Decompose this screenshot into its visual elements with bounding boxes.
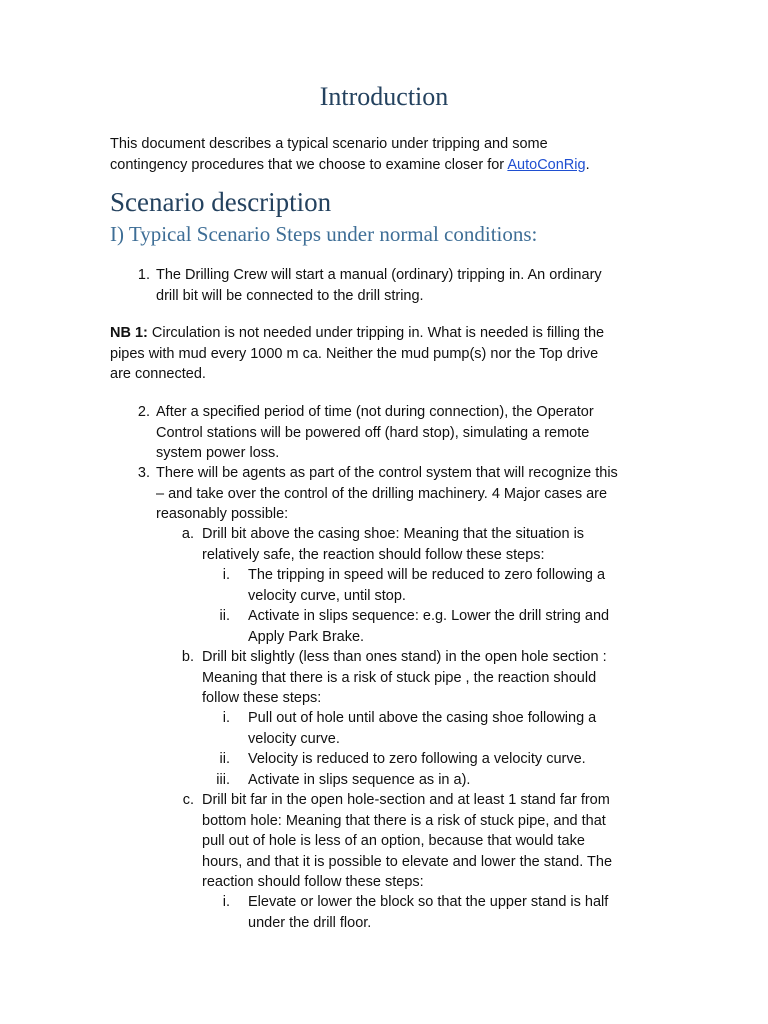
case-b-step-iii-number: iii. [216,772,230,788]
step-2-line: After a specified period of time (not during connection), the Operator [156,404,594,420]
case-b-line: Drill bit slightly (less than ones stand) in the open hole section : [202,649,607,665]
intro-line-2: contingency procedures that we choose to examine closer for [110,156,508,173]
intro-line-2-end: . [585,156,590,173]
nb1-line-2: pipes with mud every 1000 m ca. Neither the mud pump(s) nor the Top drive [110,345,599,362]
intro-paragraph [110,134,670,175]
case-b-step-i-number: i. [222,710,230,726]
step-1-number: 1. [137,267,150,283]
step-1-text [156,265,676,306]
case-a-line: Drill bit above the casing shoe: Meaning that the situation is [202,526,585,542]
case-b-step-iii-text [248,770,678,791]
nb1-line-1: Circulation is not needed under tripping in. What is needed is filling the [147,325,605,341]
case-c-line: bottom hole: Meaning that there is a risk of stuck pipe, and that [202,812,606,829]
case-c-step-i-line: under the drill floor. [248,914,372,931]
case-a-step-i-text [248,565,678,606]
nb1-line-3: are connected. [110,366,206,382]
case-b-step-i-line: velocity curve. [248,730,340,747]
case-a-step-i-line: velocity curve, until stop. [248,587,406,604]
step-2-number: 2. [137,404,150,420]
case-c-line: pull out of hole is less of an option, because that would take [202,833,585,849]
case-a-step-i-line: The tripping in speed will be reduced to zero following a [248,567,606,583]
case-c-step-i-line: Elevate or lower the block so that the upper stand is half [248,894,609,910]
case-c-text [202,790,672,893]
case-c-line: Drill bit far in the open hole-section and at least 1 stand far from [202,792,610,808]
intro-line-1: This document describes a typical scenario under tripping and some [110,136,548,152]
step-3-line: There will be agents as part of the control system that will recognize this [156,465,618,481]
case-b-step-iii-line: Activate in slips sequence as in a). [248,772,471,788]
case-b-text [202,647,672,709]
case-a-step-ii-text [248,606,678,647]
step-1-line: The Drilling Crew will start a manual (ordinary) tripping in. An ordinary [156,267,602,283]
step-3-line: – and take over the control of the drilling machinery. 4 Major cases are [156,485,608,502]
case-b-step-i-text [248,708,678,749]
case-c-letter: c. [182,792,194,808]
subsection-heading: I) Typical Scenario Steps under normal conditions: [110,222,538,246]
case-a-line: relatively safe, the reaction should follow these steps: [202,546,545,563]
case-b-letter: b. [181,649,194,665]
step-2-line: system power loss. [156,445,280,461]
nb1-label: NB 1: [110,325,148,341]
case-b-line: follow these steps: [202,690,322,706]
step-3-number: 3. [137,465,150,481]
step-2-text [156,402,676,464]
section-heading: Scenario description [110,187,332,217]
nb1-paragraph [110,323,670,385]
case-b-step-ii-line: Velocity is reduced to zero following a velocity curve. [248,751,586,767]
step-2-line: Control stations will be powered off (hard stop), simulating a remote [156,424,590,441]
case-a-step-ii-line: Activate in slips sequence: e.g. Lower the drill string and [248,608,610,624]
step-1-line: drill bit will be connected to the drill string. [156,287,424,304]
case-c-step-i-number: i. [222,894,230,910]
case-b-step-ii-number: ii. [219,751,230,767]
case-a-step-ii-line: Apply Park Brake. [248,628,365,645]
case-a-step-ii-number: ii. [219,608,230,624]
step-3-line: reasonably possible: [156,506,289,522]
case-b-line: Meaning that there is a risk of stuck pipe , the reaction should [202,669,597,686]
case-c-step-i-text [248,892,678,933]
case-c-line: hours, and that it is possible to elevate and lower the stand. The [202,853,613,870]
case-b-step-ii-text [248,749,678,770]
case-a-step-i-number: i. [222,567,230,583]
case-c-line: reaction should follow these steps: [202,874,424,890]
page-title: Introduction [319,82,449,111]
case-b-step-i-line: Pull out of hole until above the casing shoe following a [248,710,597,726]
autoconrig-link[interactable]: AutoConRig [507,156,586,173]
case-a-text [202,524,672,565]
step-3-text [156,463,676,525]
case-a-letter: a. [181,526,194,542]
